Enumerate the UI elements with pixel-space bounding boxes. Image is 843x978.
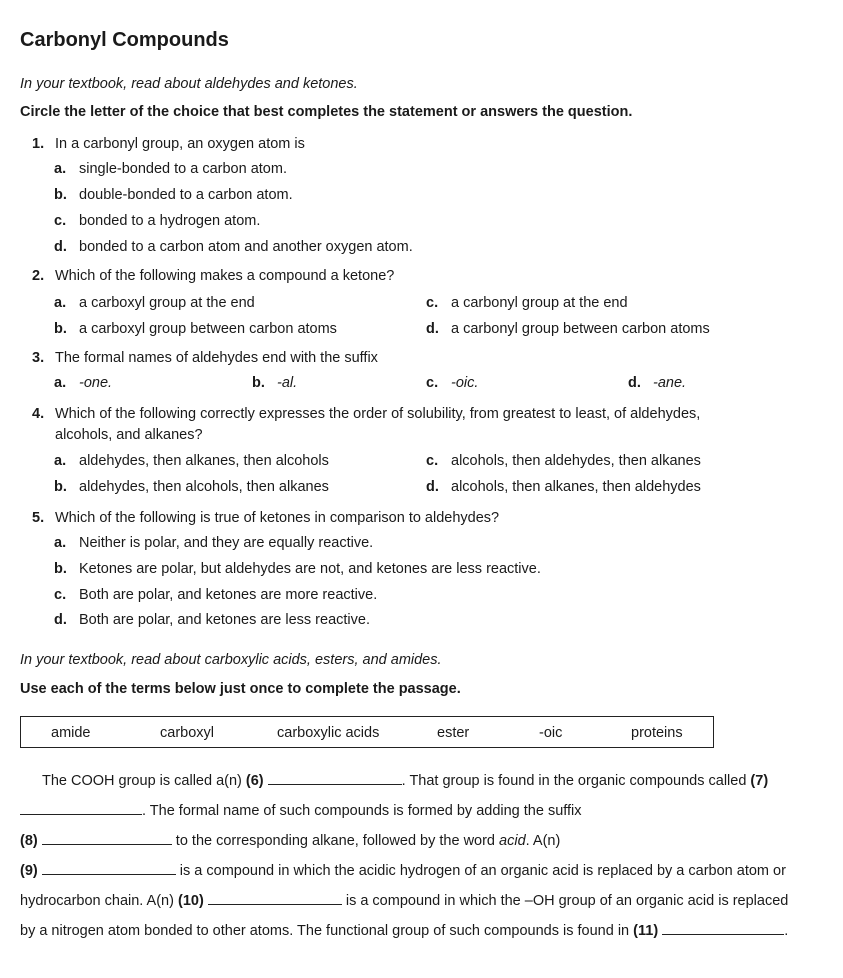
- directions-2: Use each of the terms below just once to complete the passage.: [20, 681, 461, 697]
- q4-option-a[interactable]: a. aldehydes, then alkanes, then alcohols: [54, 453, 329, 469]
- question-stem: In a carbonyl group, an oxygen atom is: [55, 136, 305, 152]
- q2-option-d[interactable]: d. a carbonyl group between carbon atoms: [426, 321, 710, 337]
- q5-option-a[interactable]: a. Neither is polar, and they are equally reactive.: [54, 535, 374, 551]
- word-bank-term: amide: [51, 725, 91, 741]
- passage-line-1: The COOH group is called a(n) (6) . That group is found in the organic compounds called (7): [42, 770, 768, 789]
- question-number: 1.: [32, 136, 45, 152]
- word-bank-term: carboxylic acids: [277, 725, 380, 741]
- blank-number: (8): [20, 833, 38, 849]
- q3-option-a[interactable]: a. -one.: [54, 375, 113, 391]
- q5-option-d[interactable]: d. Both are polar, and ketones are less reactive.: [54, 612, 370, 628]
- word-bank-term: ester: [437, 725, 470, 741]
- blank-number: (11): [633, 923, 659, 939]
- blank-number: (6): [245, 773, 264, 789]
- passage-line-4: (9) is a compound in which the acidic hydrogen of an organic acid is replaced by a carbon atom or: [20, 860, 786, 879]
- word-bank: [20, 716, 714, 748]
- question-3: 3. The formal names of aldehydes end with the suffix: [32, 350, 378, 366]
- passage-line-3: (8) to the corresponding alkane, followed by the word acid. A(n): [20, 830, 560, 849]
- word-bank-term: proteins: [631, 725, 683, 741]
- blank-8-input[interactable]: [42, 830, 172, 845]
- question-1: [32, 134, 752, 155]
- blank-7-input[interactable]: [20, 800, 142, 815]
- blank-number: (9): [20, 863, 38, 879]
- passage-line-2: . The formal name of such compounds is formed by adding the suffix: [20, 800, 582, 819]
- q1-option-d[interactable]: d. bonded to a carbon atom and another oxygen atom.: [54, 239, 413, 255]
- blank-9-input[interactable]: [42, 860, 176, 875]
- q1-option-a[interactable]: a. single-bonded to a carbon atom.: [54, 161, 287, 177]
- q4-option-c[interactable]: c. alcohols, then aldehydes, then alkanes: [426, 453, 701, 469]
- q4-option-b[interactable]: b. aldehydes, then alcohols, then alkanes: [54, 479, 329, 495]
- blank-6-input[interactable]: [268, 770, 402, 785]
- q3-option-d[interactable]: d. -ane.: [628, 375, 687, 391]
- q5-option-c[interactable]: c. Both are polar, and ketones are more reactive.: [54, 587, 378, 603]
- q1-option-c[interactable]: c. bonded to a hydrogen atom.: [54, 213, 261, 229]
- directions-1: Circle the letter of the choice that best completes the statement or answers the question.: [20, 104, 633, 120]
- q5-option-b[interactable]: b. Ketones are polar, but aldehydes are not, and ketones are less reactive.: [54, 561, 541, 577]
- q4-option-d[interactable]: d. alcohols, then alkanes, then aldehydes: [426, 479, 701, 495]
- passage-line-5: hydrocarbon chain. A(n) (10) is a compound in which the –OH group of an organic acid is replaced: [20, 890, 788, 909]
- word-bank-term: carboxyl: [160, 725, 214, 741]
- blank-10-input[interactable]: [208, 890, 342, 905]
- q3-option-c[interactable]: c. -oic.: [426, 375, 479, 391]
- reading-instruction-1: In your textbook, read about aldehydes and ketones.: [20, 76, 358, 92]
- q3-option-b[interactable]: b. -al.: [252, 375, 298, 391]
- question-2: 2. Which of the following makes a compound a ketone?: [32, 268, 395, 284]
- blank-number: (7): [750, 773, 769, 789]
- reading-instruction-2: In your textbook, read about carboxylic acids, esters, and amides.: [20, 652, 442, 668]
- page-title: Carbonyl Compounds: [20, 29, 229, 51]
- q2-option-b[interactable]: b. a carboxyl group between carbon atoms: [54, 321, 337, 337]
- word-bank-term: -oic: [539, 725, 563, 741]
- question-5: 5. Which of the following is true of ketones in comparison to aldehydes?: [32, 510, 500, 526]
- blank-number: (10): [177, 893, 204, 909]
- q1-option-b[interactable]: b. double-bonded to a carbon atom.: [54, 187, 293, 203]
- q2-option-c[interactable]: c. a carbonyl group at the end: [426, 295, 628, 311]
- question-4: 4. Which of the following correctly expresses the order of solubility, from greatest to least, of aldehydes, alcohols, and alkanes?: [32, 406, 701, 443]
- blank-11-input[interactable]: [662, 920, 784, 935]
- q2-option-a[interactable]: a. a carboxyl group at the end: [54, 295, 255, 311]
- passage-line-6: by a nitrogen atom bonded to other atoms. The functional group of such compounds is found in (11) .: [20, 920, 788, 939]
